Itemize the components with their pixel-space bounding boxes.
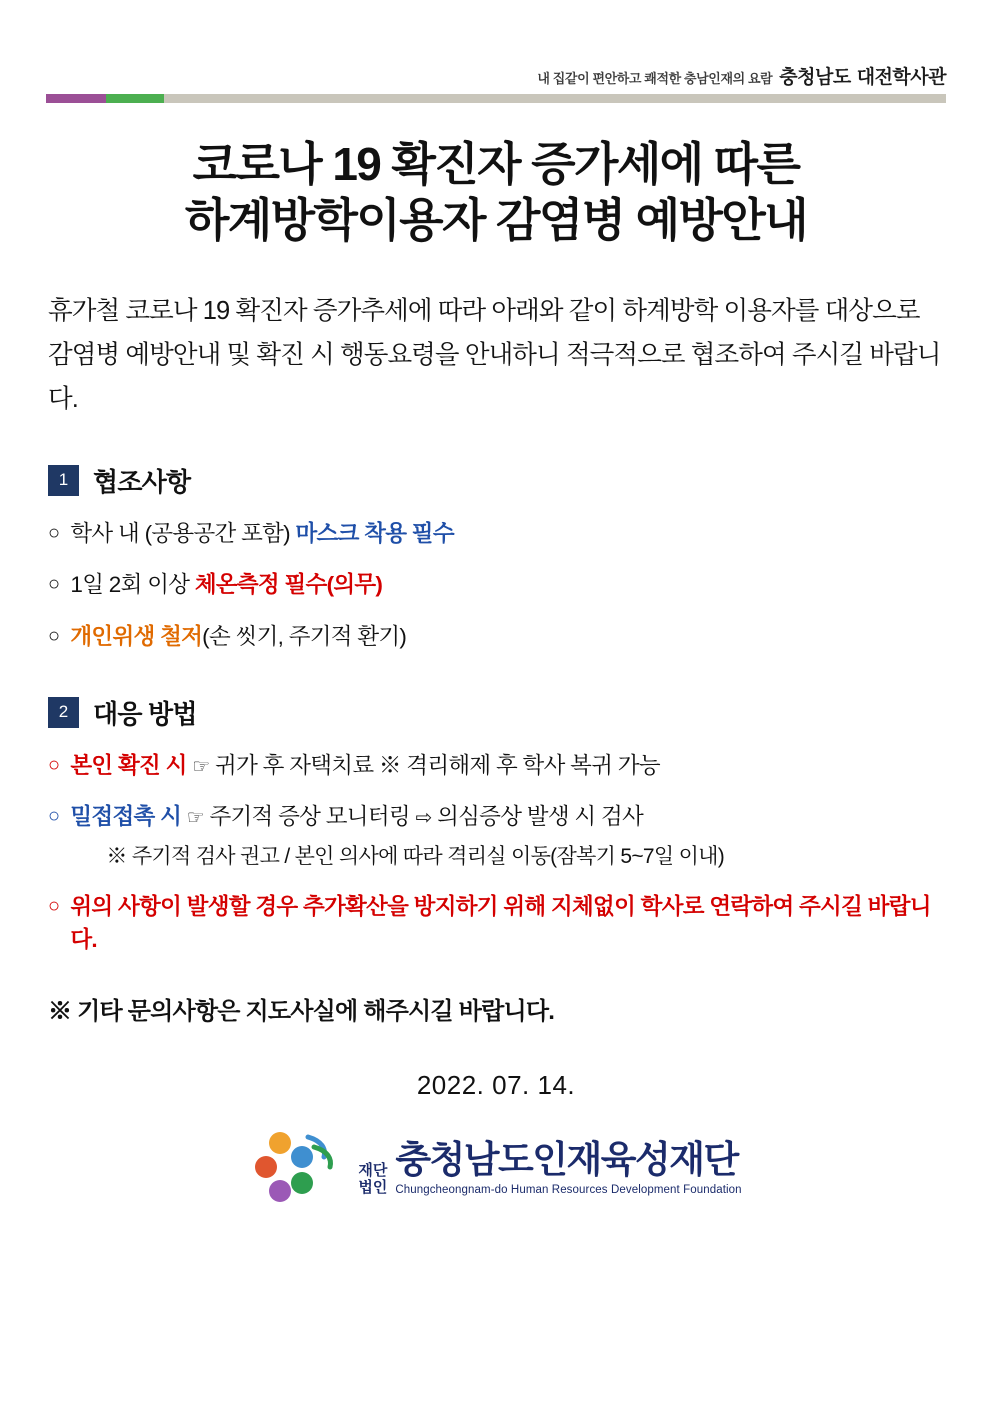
list-item (48, 801, 944, 872)
list-item (48, 569, 944, 602)
header-bar-purple (46, 94, 106, 103)
list-item-highlight: 본인 확진 시 (70, 752, 187, 778)
list-item-highlight: 개인위생 철저 (70, 624, 203, 650)
header-brand (779, 62, 946, 89)
header-tagline (537, 62, 946, 89)
list-item (48, 518, 944, 551)
page-title (0, 136, 992, 248)
foundation-logo-prefix (358, 1162, 387, 1197)
foundation-logo-names (395, 1141, 741, 1196)
page-title-line-1: 코로나 19 확진자 증가세에 따른 (192, 138, 800, 190)
list-item-prefix: 학사 내 (공용공간 포함) (70, 520, 296, 546)
list-item-prefix: 1일 2회 이상 (70, 572, 195, 598)
header-bar-gray (164, 94, 946, 103)
list-item-text (70, 750, 944, 783)
circle-bullet-icon: ○ (48, 805, 60, 828)
foundation-logo-icon (250, 1127, 346, 1211)
list-item-text (70, 518, 944, 551)
page-title-line-2: 하계방학이용자 감염병 예방안내 (184, 194, 808, 247)
circle-bullet-icon: ○ (48, 521, 60, 544)
section-2-number: 2 (48, 697, 79, 728)
header-brand-region: 충청남도 (779, 67, 851, 88)
list-item (48, 621, 944, 654)
list-item-text (70, 569, 944, 602)
foundation-logo-name-ko: 충청남도인재육성재단 (395, 1139, 738, 1181)
list-item-text (70, 801, 944, 872)
footer-logo (0, 1127, 992, 1211)
section-1-number: 1 (48, 465, 79, 496)
pointing-hand-icon: ☞ (186, 807, 204, 830)
circle-bullet-icon: ○ (48, 573, 60, 596)
circle-bullet-icon: ○ (48, 753, 60, 776)
circle-bullet-icon: ○ (48, 625, 60, 648)
list-item-highlight: 체온측정 필수(의무) (194, 572, 383, 598)
header-brand-facility: 대전학사관 (856, 67, 946, 88)
section-2-title: 대응 방법 (93, 698, 197, 729)
section-1-title: 협조사항 (93, 466, 191, 497)
list-item-suffix: (손 씻기, 주기적 환기) (202, 624, 407, 650)
foundation-logo-name-en: Chungcheongnam-do Human Resources Development Foundation (395, 1184, 742, 1197)
header-bar-green (106, 94, 164, 103)
list-item (48, 750, 944, 783)
list-item-suffix: 주기적 증상 모니터링 (209, 804, 410, 830)
section-1-header (48, 462, 944, 499)
list-item-subnote: ※ 주기적 검사 권고 / 본인 의사에 따라 격리실 이동(잠복기 5~7일 이내) (106, 844, 725, 868)
list-item-text: 위의 사항이 발생할 경우 추가확산을 방지하기 위해 지체없이 학사로 연락하여 주시길 바랍니다. (70, 894, 931, 952)
intro-paragraph: 휴가철 코로나 19 확진자 증가추세에 따라 아래와 같이 하계방학 이용자를 대상으로 감염병 예방안내 및 확진 시 행동요령을 안내하니 적극적으로 협조하여 주시길 바랍니다. (48, 297, 941, 413)
foundation-logo-text (358, 1141, 741, 1196)
circle-bullet-icon: ○ (48, 895, 60, 918)
list-item-suffix: 귀가 후 자택치료 ※ 격리해제 후 학사 복귀 가능 (215, 752, 660, 778)
list-item-highlight: 마스크 착용 필수 (295, 520, 454, 546)
list-item-highlight: 밀접접촉 시 (70, 804, 182, 830)
page-header (0, 0, 992, 110)
list-item-text (70, 621, 944, 654)
header-color-bar (46, 94, 946, 103)
list-item (48, 891, 944, 956)
final-note: ※ 기타 문의사항은 지도사실에 해주시길 바랍니다. (48, 997, 555, 1025)
document-date: 2022. 07. 14. (416, 1069, 576, 1100)
section-cooperation (48, 462, 944, 654)
foundation-logo-prefix-2: 법인 (358, 1178, 388, 1196)
header-tagline-text: 내 집같이 편안하고 쾌적한 충남인재의 요람 (537, 71, 773, 86)
foundation-logo-prefix-1: 재단 (358, 1161, 388, 1179)
section-2-header (48, 694, 944, 731)
pointing-hand-icon: ☞ (192, 755, 210, 778)
list-item-suffix-2: 의심증상 발생 시 검사 (437, 804, 644, 830)
section-response (48, 694, 944, 957)
arrow-right-icon: ⇨ (415, 807, 432, 830)
